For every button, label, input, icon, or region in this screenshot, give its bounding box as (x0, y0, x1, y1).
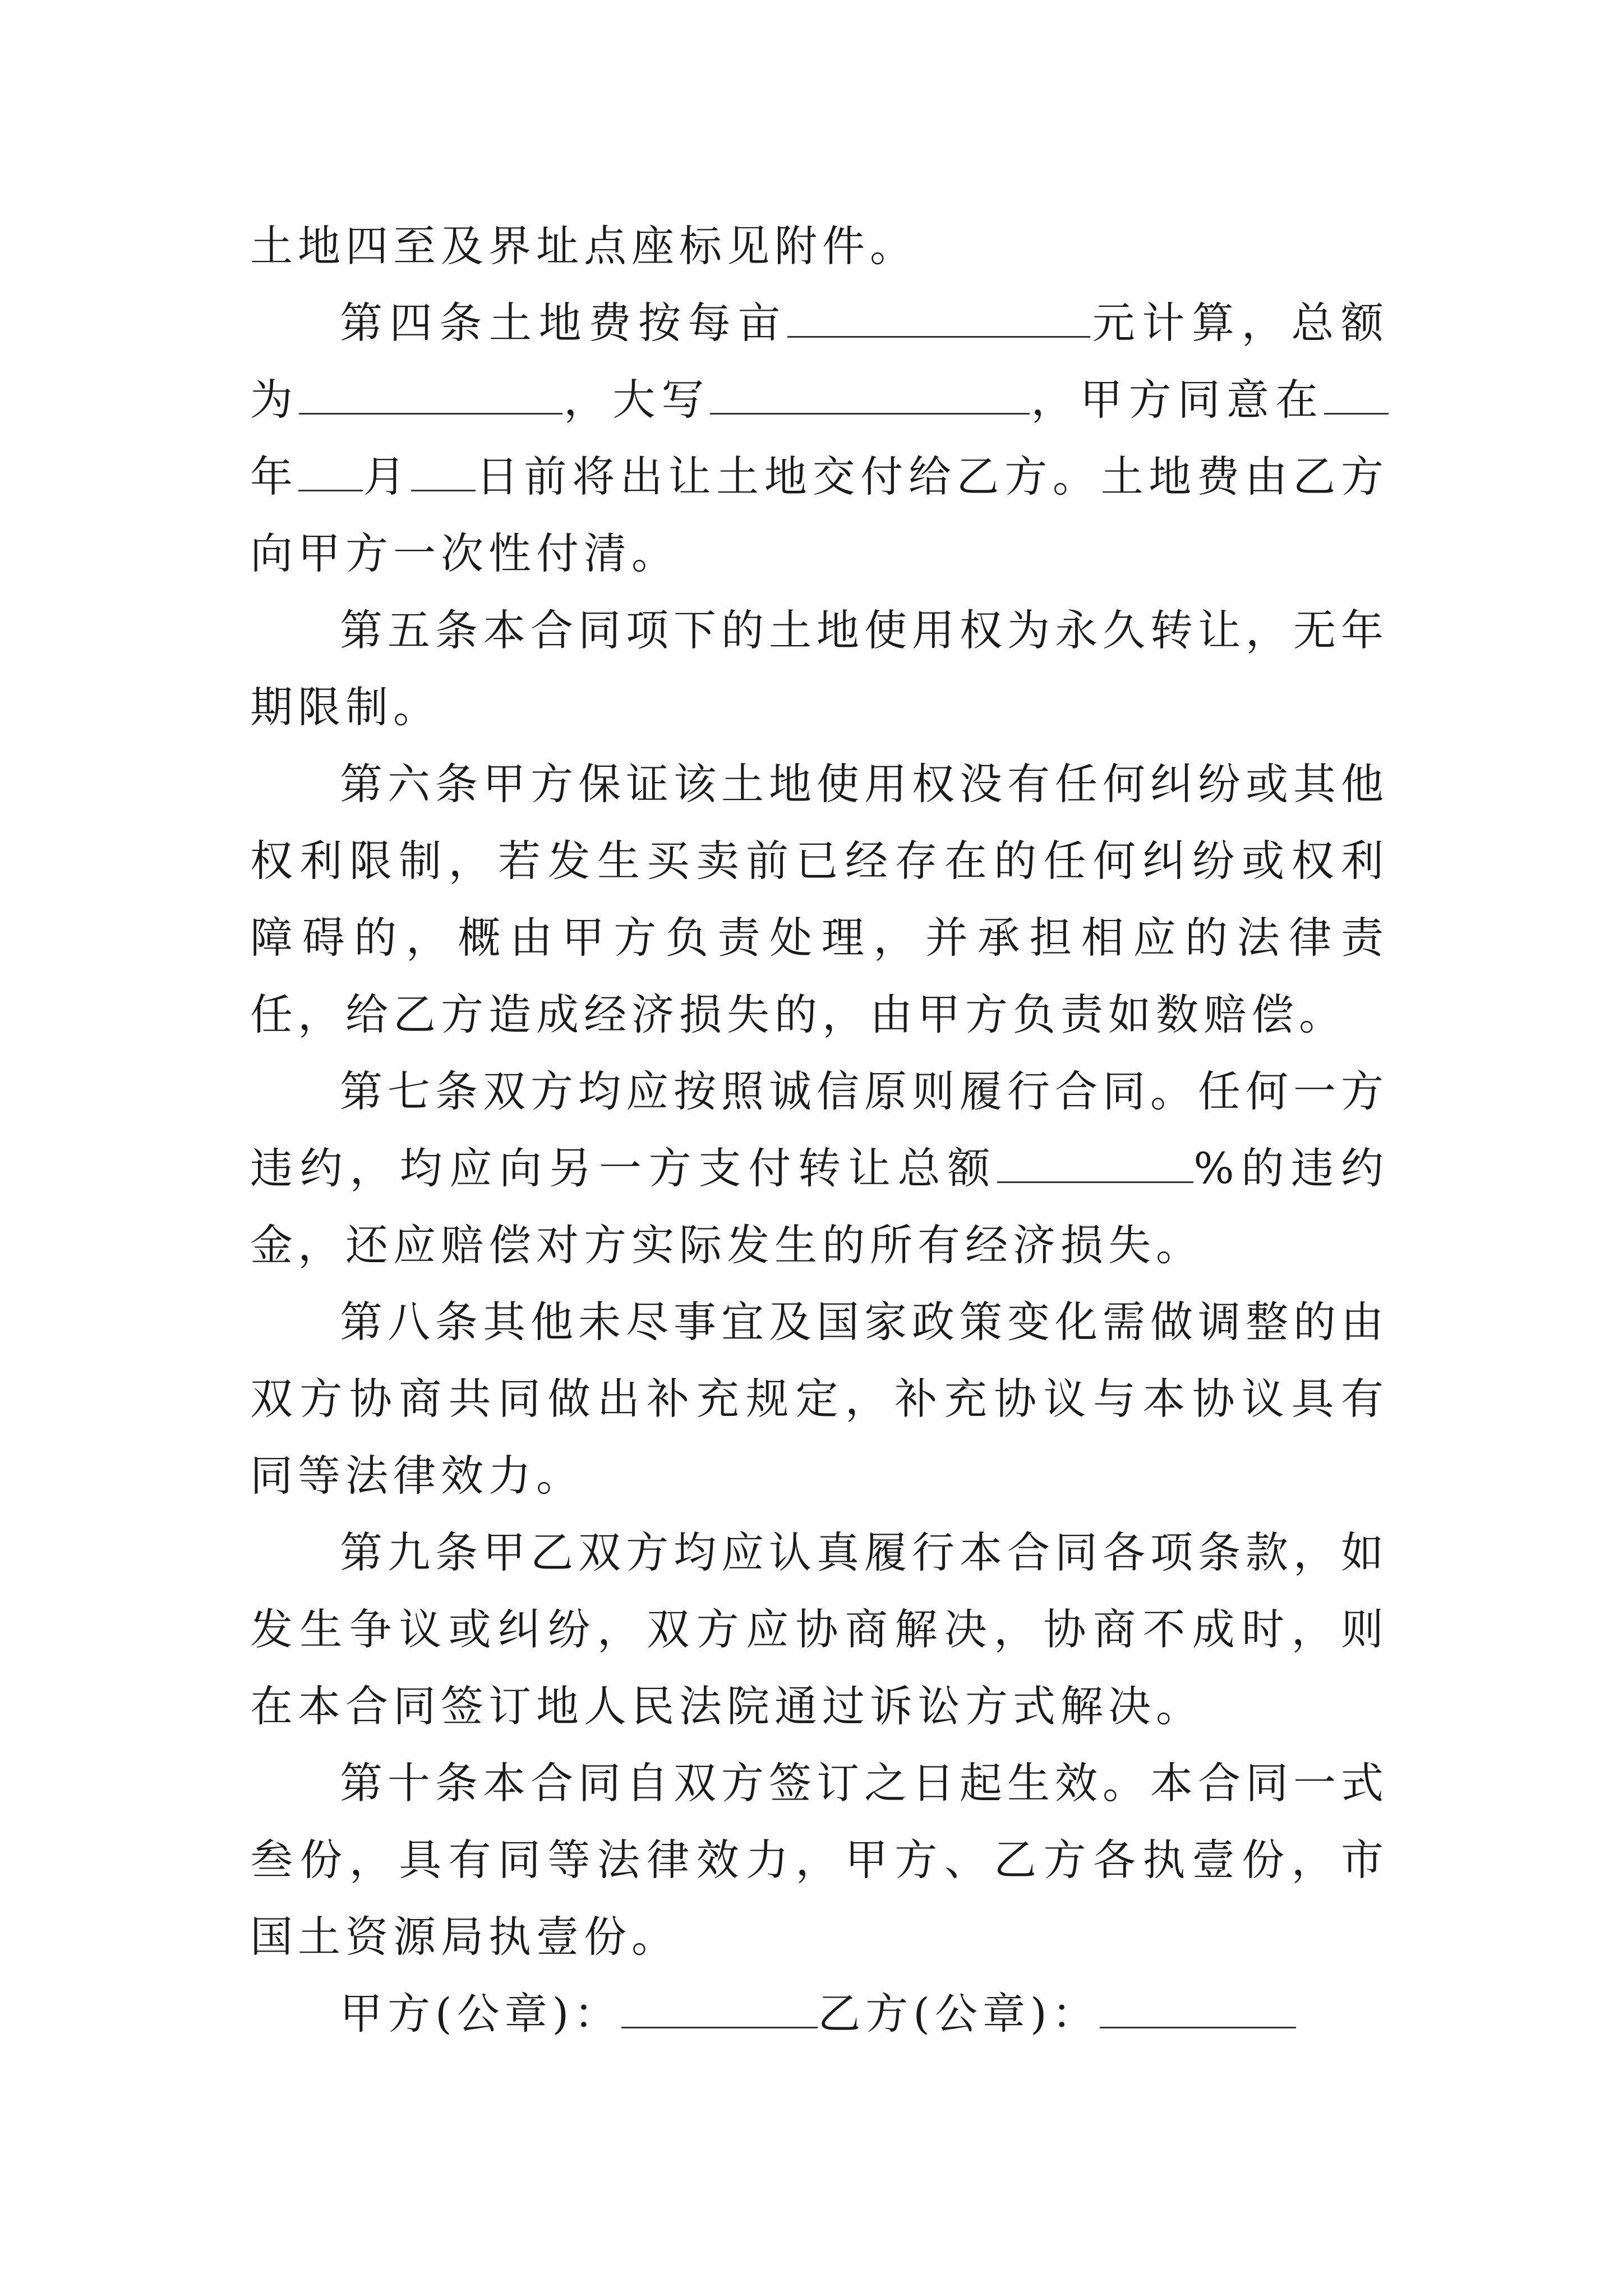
clause-9-text: 第九条甲乙双方均应认真履行本合同各项条款，如发生争议或纠纷，双方应协商解决，协商不成时，则在本合同签订地人民法院通过诉讼方式解决。 (250, 1527, 1389, 1731)
clause-7-text-a: 第七条双方均应按照诚信原则履行合同。任何一方违约，均应向另一方支付转让总额 (250, 1066, 1389, 1193)
clause-4-text-b: 元计算，总额为 (250, 298, 1389, 425)
paragraph-boundary (250, 208, 1389, 284)
price-per-mu-blank (787, 301, 1090, 338)
clause-4-text-d: ，甲方同意在 (1030, 375, 1325, 425)
clause-6-text: 第六条甲方保证该土地使用权没有任何纠纷或其他权利限制，若发生买卖前已经存在的任何纠纷或权利障碍的，概由甲方负责处理，并承担相应的法律责任，给乙方造成经济损失的，由甲方负责如数赔偿。 (250, 759, 1389, 1039)
clause-4-text-e: 年 (250, 452, 298, 501)
document-body (250, 208, 1389, 2052)
amount-in-words-blank (710, 378, 1030, 415)
clause-10-text: 第十条本合同自双方签订之日起生效。本合同一式叁份，具有同等法律效力，甲方、乙方各执壹份，市国土资源局执壹份。 (250, 1758, 1389, 1962)
clause-7-text-b: %的违约金，还应赔偿对方实际发生的所有经济损失。 (250, 1143, 1389, 1270)
total-amount-blank (299, 378, 562, 415)
clause-8-text: 第八条其他未尽事宜及国家政策变化需做调整的由双方协商共同做出补充规定，补充协议与本协议具有同等法律效力。 (250, 1297, 1389, 1501)
party-a-seal-blank (621, 1992, 818, 2028)
month-blank-a (298, 455, 363, 491)
clause-9 (250, 1514, 1389, 1745)
day-blank (411, 455, 476, 491)
boundary-text: 土地四至及界址点座标见附件。 (250, 221, 917, 271)
party-b-seal-blank (1100, 1992, 1296, 2028)
party-b-seal-label: 乙方(公章)： (818, 1989, 1100, 2039)
party-a-seal-label: 甲方(公章)： (340, 1989, 622, 2039)
clause-5 (250, 592, 1389, 746)
clause-6 (250, 746, 1389, 1053)
clause-4-text-a: 第四条土地费按每亩 (340, 298, 787, 348)
clause-7 (250, 1053, 1389, 1283)
clause-10 (250, 1745, 1389, 1975)
clause-4 (250, 284, 1389, 592)
year-blank (1324, 378, 1389, 415)
signature-line (250, 1975, 1389, 2052)
clause-4-text-g: 日前将出让土地交付给乙方。土地费由乙方向甲方一次性付清。 (250, 452, 1389, 578)
penalty-percent-blank (997, 1147, 1193, 1183)
clause-4-text-c: ，大写 (562, 375, 711, 425)
clause-8 (250, 1283, 1389, 1514)
clause-5-text: 第五条本合同项下的土地使用权为永久转让，无年期限制。 (250, 605, 1389, 732)
clause-4-text-f: 月 (362, 452, 412, 501)
